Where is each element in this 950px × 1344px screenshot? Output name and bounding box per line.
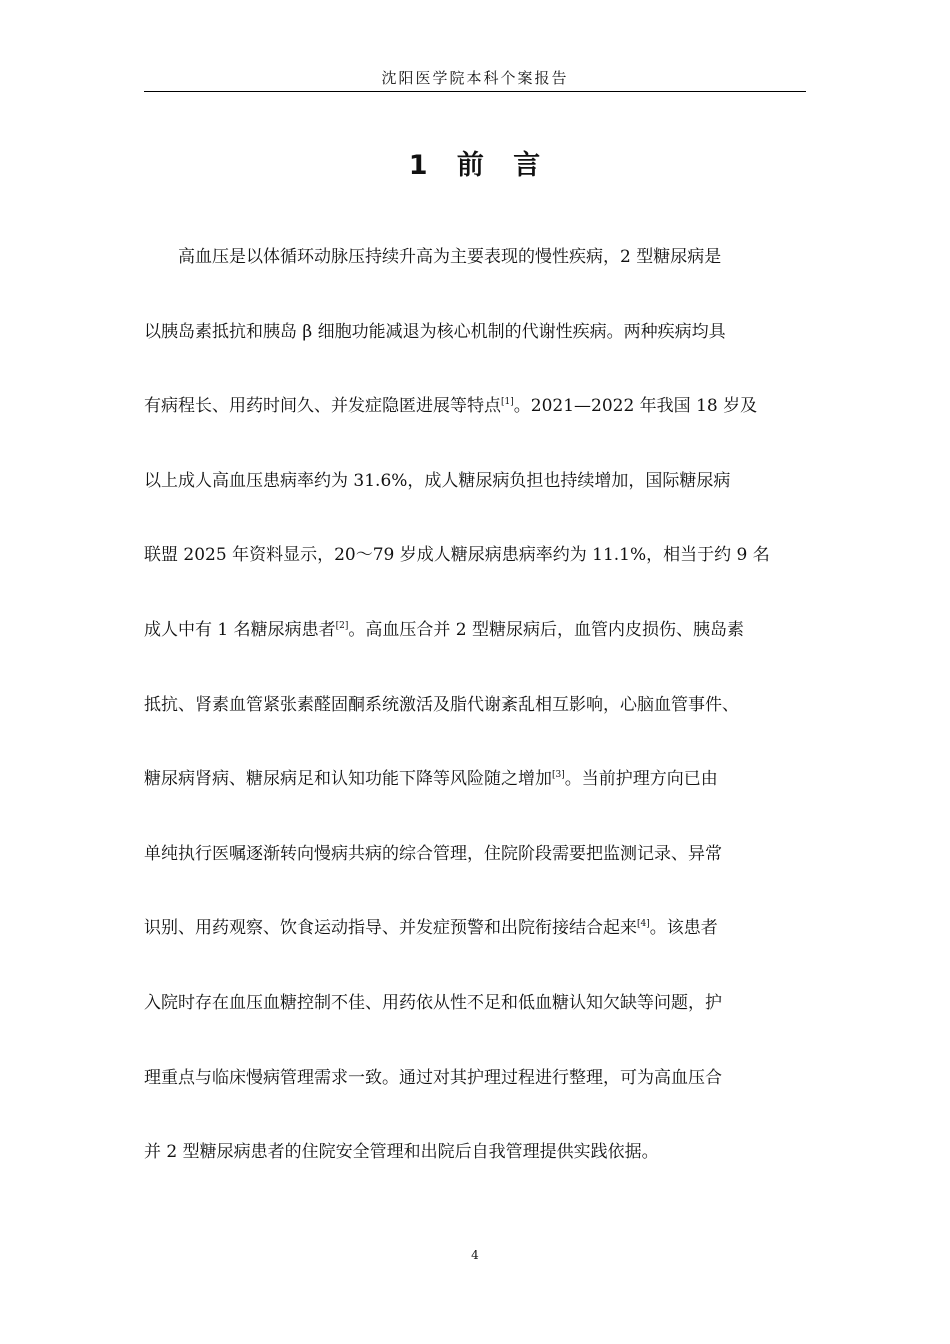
body-text-run: 识别、用药观察、饮食运动指导、并发症预警和出院衔接结合起来 xyxy=(144,918,637,938)
body-line xyxy=(144,916,814,940)
citation-marker: [2] xyxy=(335,621,349,631)
body-text-run: 成人中有 1 名糖尿病患者 xyxy=(144,620,336,640)
body-line xyxy=(144,618,814,642)
body-text-run: 。2021—2022 年我国 18 岁及 xyxy=(513,396,758,416)
body-text-run: 糖尿病肾病、糖尿病足和认知功能下降等风险随之增加 xyxy=(144,769,552,789)
body-line xyxy=(144,543,814,567)
body-text-run: 有病程长、用药时间久、并发症隐匿进展等特点 xyxy=(144,396,501,416)
body-line xyxy=(144,469,814,493)
body-line xyxy=(144,1140,814,1164)
body-text-run: 抵抗、肾素血管紧张素醛固酮系统激活及脂代谢紊乱相互影响，心脑血管事件、 xyxy=(144,695,739,715)
body-text-run: 高血压是以体循环动脉压持续升高为主要表现的慢性疾病，2 型糖尿病是 xyxy=(144,247,722,267)
chapter-title: 1 前 言 xyxy=(408,150,542,181)
body-text-run: 联盟 2025 年资料显示，20～79 岁成人糖尿病患病率约为 11.1%，相当于约 9 名 xyxy=(144,545,770,565)
body-text-run: 以上成人高血压患病率约为 31.6%，成人糖尿病负担也持续增加，国际糖尿病 xyxy=(144,471,731,491)
body-text-run: 。高血压合并 2 型糖尿病后，血管内皮损伤、胰岛素 xyxy=(348,620,744,640)
body-line xyxy=(144,245,814,269)
body-text-run: 入院时存在血压血糖控制不佳、用药依从性不足和低血糖认知欠缺等问题，护 xyxy=(144,993,722,1013)
page-header: 沈阳医学院本科个案报告 xyxy=(381,69,569,87)
body-text-run: 并 2 型糖尿病患者的住院安全管理和出院后自我管理提供实践依据。 xyxy=(144,1142,659,1162)
body-line xyxy=(144,320,814,344)
citation-marker: [1] xyxy=(501,397,514,407)
body-line xyxy=(144,842,814,866)
body-line xyxy=(144,991,814,1015)
body-text-run: 以胰岛素抵抗和胰岛 β 细胞功能减退为核心机制的代谢性疾病。两种疾病均具 xyxy=(144,322,726,342)
body-line xyxy=(144,767,814,791)
citation-marker: [3] xyxy=(552,770,565,780)
body-line xyxy=(144,693,814,717)
body-line xyxy=(144,1066,814,1090)
citation-marker: [4] xyxy=(637,919,650,929)
body-text-run: 单纯执行医嘱逐渐转向慢病共病的综合管理，住院阶段需要把监测记录、异常 xyxy=(144,844,722,864)
body-text-run: 。当前护理方向已由 xyxy=(564,769,718,789)
body-line xyxy=(144,394,814,418)
body-text-run: 。该患者 xyxy=(649,918,718,938)
body-text-run: 理重点与临床慢病管理需求一致。通过对其护理过程进行整理，可为高血压合 xyxy=(144,1068,722,1088)
header-divider xyxy=(144,91,806,92)
page-number: 4 xyxy=(471,1248,479,1262)
